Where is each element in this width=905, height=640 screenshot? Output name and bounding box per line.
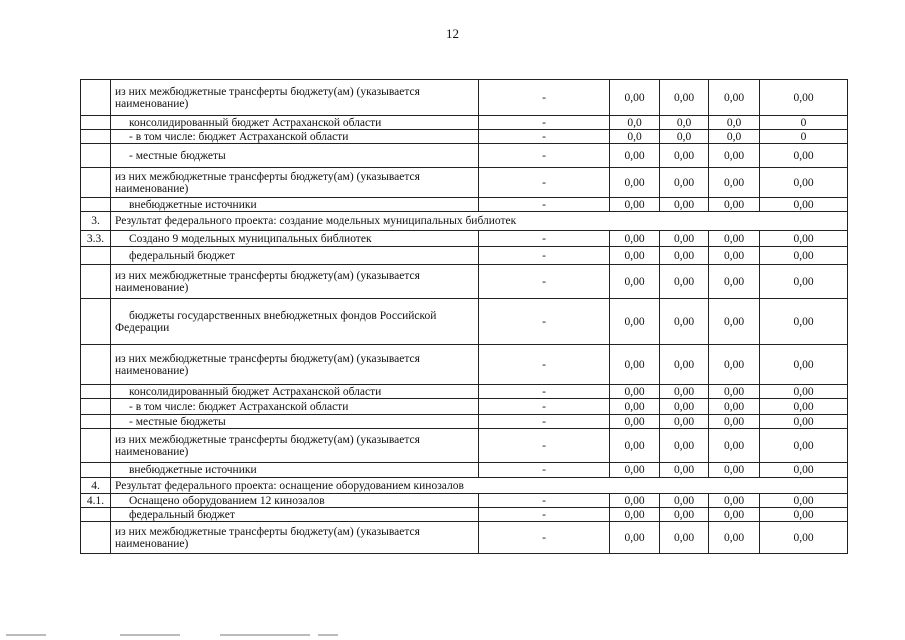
row-value: 0,00 [760, 198, 848, 212]
row-value: 0,00 [660, 265, 709, 299]
row-number [81, 116, 111, 130]
row-value: 0,00 [610, 80, 660, 116]
row-value: 0,00 [660, 198, 709, 212]
row-value: 0,00 [760, 494, 848, 508]
row-value: 0,00 [760, 168, 848, 198]
row-value: 0,00 [660, 80, 709, 116]
row-dash: - [479, 415, 610, 429]
row-value: 0,00 [610, 231, 660, 247]
row-dash: - [479, 265, 610, 299]
row-value: 0,00 [660, 522, 709, 554]
row-value: 0,00 [709, 265, 760, 299]
row-value: 0,00 [610, 299, 660, 345]
row-value: 0,00 [660, 494, 709, 508]
row-value: 0,00 [660, 399, 709, 415]
row-value: 0,00 [760, 231, 848, 247]
row-value: 0,00 [760, 247, 848, 265]
table-row [81, 399, 848, 415]
table-row [81, 415, 848, 429]
table-row [81, 265, 848, 299]
row-value: 0,00 [760, 144, 848, 168]
row-value: 0,0 [660, 130, 709, 144]
row-value: 0,00 [660, 168, 709, 198]
row-value: 0,00 [610, 508, 660, 522]
row-value: 0,00 [760, 429, 848, 463]
row-description: внебюджетные источники [111, 198, 479, 212]
row-value: 0,00 [760, 415, 848, 429]
row-value: 0 [760, 130, 848, 144]
row-value: 0,00 [760, 299, 848, 345]
row-value: 0,00 [660, 247, 709, 265]
row-value: 0,00 [709, 247, 760, 265]
row-value: 0,00 [760, 399, 848, 415]
table-row [81, 429, 848, 463]
row-dash: - [479, 130, 610, 144]
row-value: 0,00 [660, 415, 709, 429]
row-value: 0,00 [760, 508, 848, 522]
row-description: консолидированный бюджет Астраханской области [111, 116, 479, 130]
row-number [81, 299, 111, 345]
table-row [81, 345, 848, 385]
table-row [81, 116, 848, 130]
row-value: 0,00 [610, 399, 660, 415]
section-title: Результат федерального проекта: оснащение оборудованием кинозалов [111, 478, 848, 494]
row-value: 0,0 [709, 116, 760, 130]
row-description: из них межбюджетные трансферты бюджету(ам) (указывается наименование) [111, 345, 479, 385]
row-description: - в том числе: бюджет Астраханской области [111, 130, 479, 144]
row-dash: - [479, 247, 610, 265]
row-value: 0,00 [709, 168, 760, 198]
row-dash: - [479, 463, 610, 478]
row-number [81, 399, 111, 415]
table-row [81, 80, 848, 116]
row-value: 0,00 [709, 463, 760, 478]
table-section-row [81, 478, 848, 494]
table-row [81, 385, 848, 399]
row-description: внебюджетные источники [111, 463, 479, 478]
row-value: 0,00 [660, 345, 709, 385]
row-description: федеральный бюджет [111, 247, 479, 265]
row-number [81, 168, 111, 198]
row-number: 4. [81, 478, 111, 494]
row-number [81, 522, 111, 554]
row-number: 3. [81, 212, 111, 231]
row-value: 0,00 [610, 463, 660, 478]
row-value: 0,00 [760, 80, 848, 116]
row-description: из них межбюджетные трансферты бюджету(ам) (указывается наименование) [111, 522, 479, 554]
row-value: 0,00 [660, 508, 709, 522]
page-number: 12 [446, 26, 459, 41]
row-value: 0,00 [709, 299, 760, 345]
row-value: 0,00 [709, 198, 760, 212]
row-dash: - [479, 385, 610, 399]
row-dash: - [479, 168, 610, 198]
row-value: 0,00 [610, 168, 660, 198]
row-value: 0,00 [610, 429, 660, 463]
row-value: 0,0 [610, 130, 660, 144]
row-dash: - [479, 231, 610, 247]
row-value: 0,00 [660, 429, 709, 463]
row-value: 0,00 [610, 345, 660, 385]
row-dash: - [479, 522, 610, 554]
table-row [81, 198, 848, 212]
row-description: из них межбюджетные трансферты бюджету(ам) (указывается наименование) [111, 429, 479, 463]
row-number [81, 415, 111, 429]
row-number [81, 198, 111, 212]
row-number [81, 463, 111, 478]
row-number [81, 247, 111, 265]
row-value: 0,00 [760, 385, 848, 399]
row-number [81, 345, 111, 385]
table-row [81, 231, 848, 247]
row-value: 0,00 [709, 144, 760, 168]
row-number [81, 130, 111, 144]
row-description: - в том числе: бюджет Астраханской области [111, 399, 479, 415]
budget-table [80, 79, 848, 554]
table-row [81, 508, 848, 522]
row-value: 0,00 [610, 144, 660, 168]
table-row [81, 130, 848, 144]
row-description: федеральный бюджет [111, 508, 479, 522]
row-number [81, 265, 111, 299]
row-value: 0,00 [709, 415, 760, 429]
row-value: 0,00 [709, 80, 760, 116]
row-description: - местные бюджеты [111, 415, 479, 429]
row-value: 0,00 [760, 345, 848, 385]
row-description: из них межбюджетные трансферты бюджету(ам) (указывается наименование) [111, 168, 479, 198]
row-dash: - [479, 299, 610, 345]
row-number: 3.3. [81, 231, 111, 247]
row-value: 0,00 [660, 231, 709, 247]
row-value: 0,00 [660, 385, 709, 399]
row-value: 0,00 [610, 522, 660, 554]
row-number [81, 385, 111, 399]
table-row [81, 247, 848, 265]
row-number [81, 144, 111, 168]
table-row [81, 463, 848, 478]
row-value: 0,00 [760, 463, 848, 478]
row-value: 0 [760, 116, 848, 130]
section-title: Результат федерального проекта: создание модельных муниципальных библиотек [111, 212, 848, 231]
row-dash: - [479, 198, 610, 212]
row-dash: - [479, 116, 610, 130]
row-description: Оснащено оборудованием 12 кинозалов [111, 494, 479, 508]
row-value: 0,00 [610, 415, 660, 429]
table-row [81, 168, 848, 198]
row-description: Создано 9 модельных муниципальных библиотек [111, 231, 479, 247]
row-dash: - [479, 399, 610, 415]
row-dash: - [479, 508, 610, 522]
row-value: 0,00 [610, 385, 660, 399]
row-value: 0,00 [709, 345, 760, 385]
table-row [81, 144, 848, 168]
row-description: консолидированный бюджет Астраханской области [111, 385, 479, 399]
row-dash: - [479, 345, 610, 385]
row-value: 0,00 [709, 385, 760, 399]
row-value: 0,00 [610, 198, 660, 212]
row-value: 0,0 [709, 130, 760, 144]
row-value: 0,00 [610, 265, 660, 299]
row-value: 0,00 [760, 265, 848, 299]
row-number: 4.1. [81, 494, 111, 508]
table-row [81, 522, 848, 554]
row-number [81, 429, 111, 463]
row-description: из них межбюджетные трансферты бюджету(ам) (указывается наименование) [111, 80, 479, 116]
row-value: 0,0 [610, 116, 660, 130]
table-row [81, 494, 848, 508]
row-value: 0,00 [660, 299, 709, 345]
row-value: 0,00 [709, 231, 760, 247]
row-number [81, 80, 111, 116]
row-description: из них межбюджетные трансферты бюджету(ам) (указывается наименование) [111, 265, 479, 299]
row-value: 0,00 [760, 522, 848, 554]
row-value: 0,00 [709, 508, 760, 522]
table-section-row [81, 212, 848, 231]
row-value: 0,00 [660, 144, 709, 168]
row-dash: - [479, 144, 610, 168]
row-number [81, 508, 111, 522]
row-value: 0,00 [660, 463, 709, 478]
row-value: 0,00 [610, 247, 660, 265]
row-value: 0,00 [709, 494, 760, 508]
row-dash: - [479, 80, 610, 116]
row-value: 0,00 [610, 494, 660, 508]
row-dash: - [479, 429, 610, 463]
row-description: - местные бюджеты [111, 144, 479, 168]
row-value: 0,00 [709, 429, 760, 463]
page-edge-marks [0, 630, 905, 640]
row-description: бюджеты государственных внебюджетных фондов Российской Федерации [111, 299, 479, 345]
row-value: 0,0 [660, 116, 709, 130]
row-dash: - [479, 494, 610, 508]
table-row [81, 299, 848, 345]
row-value: 0,00 [709, 522, 760, 554]
row-value: 0,00 [709, 399, 760, 415]
